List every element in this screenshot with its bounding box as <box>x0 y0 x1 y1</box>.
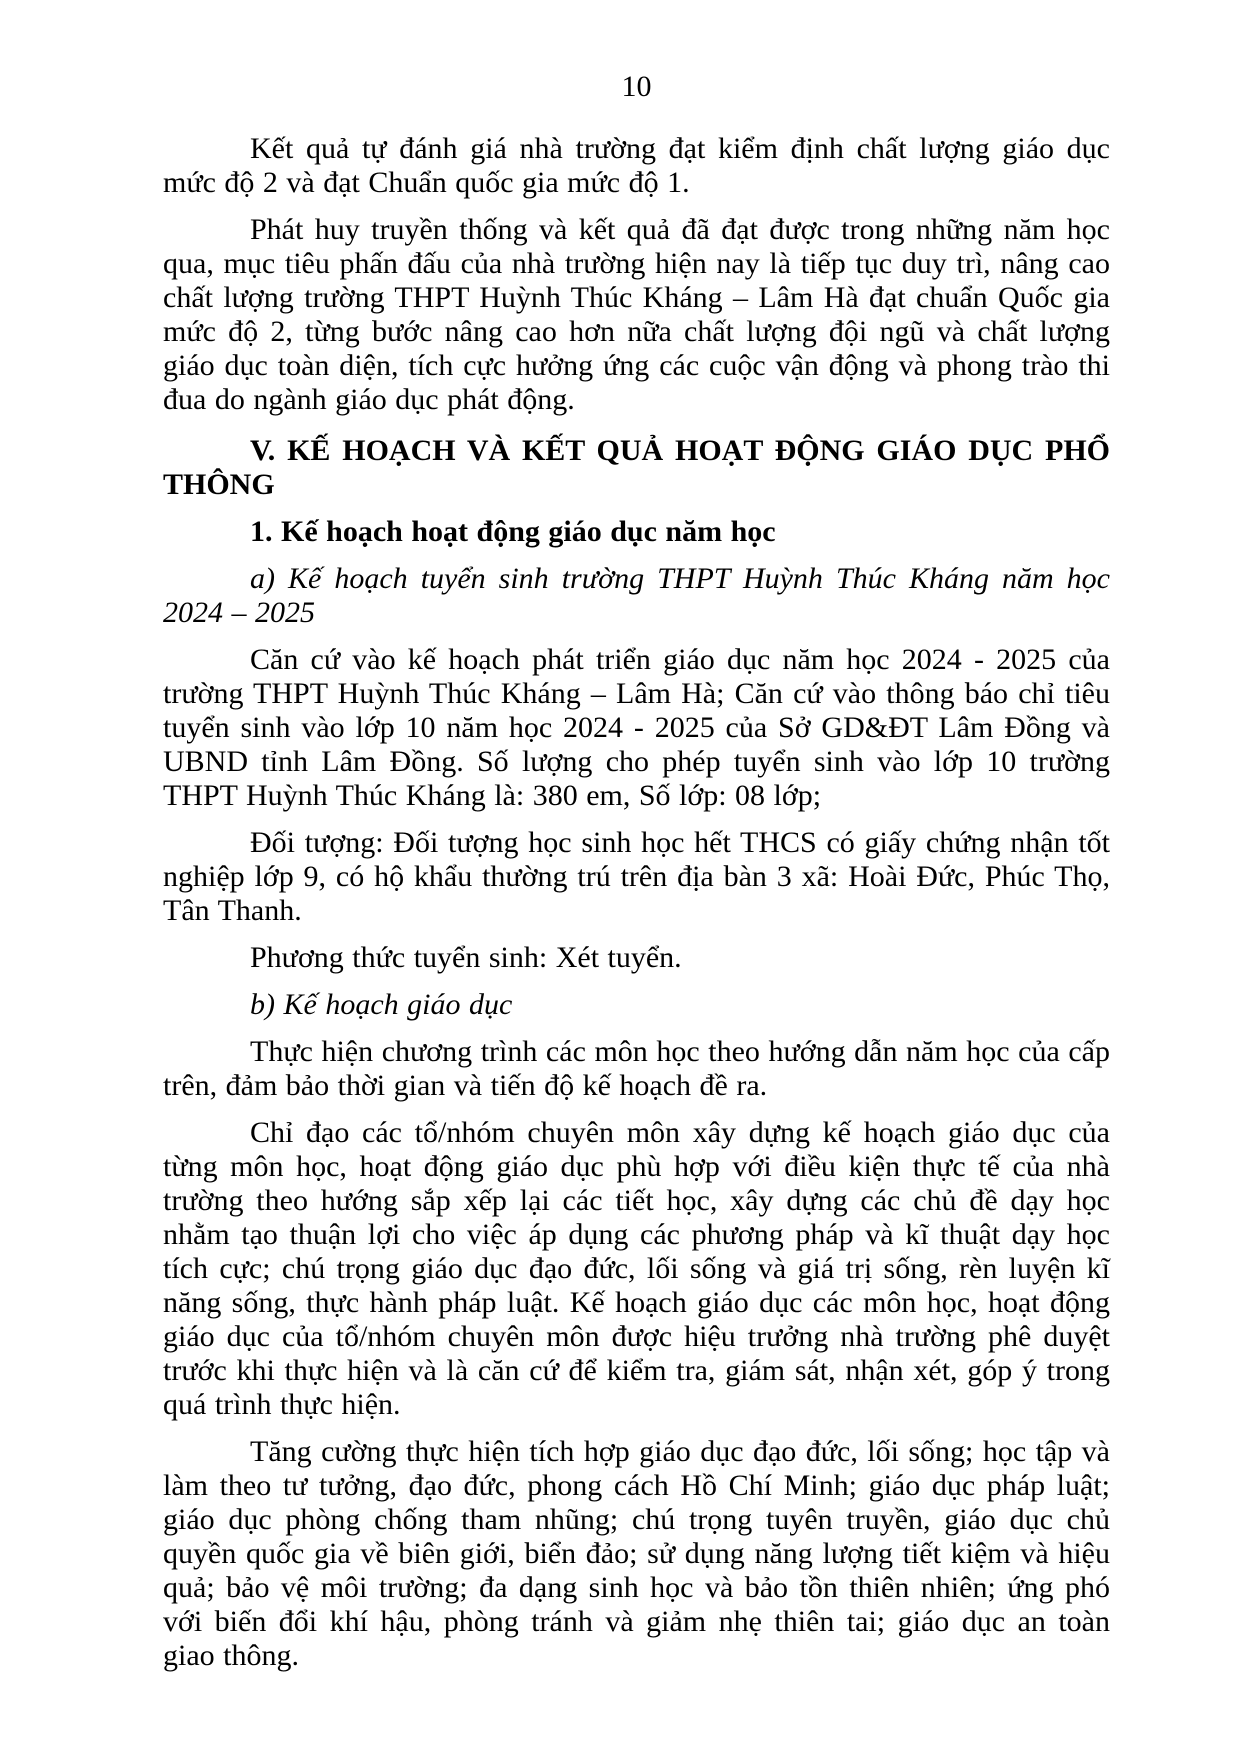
paragraph-subject-group-direction: Chỉ đạo các tổ/nhóm chuyên môn xây dựng kế hoạch giáo dục của từng môn học, hoạt động giáo dục phù hợp với điều kiện thực tế của nhà trường theo hướng sắp xếp lại các tiết học, xây dựng các chủ đề dạy học nhằm tạo thuận lợi cho việc áp dụng các phương pháp và kĩ thuật dạy học tích cực; chú trọng giáo dục đạo đức, lối sống và giá trị sống, rèn luyện kĩ năng sống, thực hành pháp luật. Kế hoạch giáo dục các môn học, hoạt động giáo dục của tổ/nhóm chuyên môn được hiệu trưởng nhà trường phê duyệt trước khi thực hiện và là căn cứ để kiểm tra, giám sát, nhận xét, góp ý trong quá trình thực hiện. <box>163 1116 1110 1421</box>
subsection-heading-1-year-plan: 1. Kế hoạch hoạt động giáo dục năm học <box>250 515 776 548</box>
paragraph-integrated-education: Tăng cường thực hiện tích hợp giáo dục đạo đức, lối sống; học tập và làm theo tư tưởng, đạo đức, phong cách Hồ Chí Minh; giáo dục pháp luật; giáo dục phòng chống tham nhũng; chú trọng tuyên truyền, giáo dục chủ quyền quốc gia về biên giới, biển đảo; sử dụng năng lượng tiết kiệm và hiệu quả; bảo vệ môi trường; đa dạng sinh học và bảo tồn thiên nhiên; ứng phó với biến đổi khí hậu, phòng tránh và giảm nhẹ thiên tai; giáo dục an toàn giao thông. <box>163 1435 1110 1672</box>
section-heading-v-education-plan-results: V. KẾ HOẠCH VÀ KẾT QUẢ HOẠT ĐỘNG GIÁO DỤC PHỔ THÔNG <box>163 434 1110 501</box>
subheading-a-enrollment-plan: a) Kế hoạch tuyển sinh trường THPT Huỳnh Thúc Kháng năm học 2024 – 2025 <box>163 562 1110 629</box>
paragraph-enrollment-method: Phương thức tuyển sinh: Xét tuyển. <box>250 941 682 974</box>
paragraph-tradition-goals: Phát huy truyền thống và kết quả đã đạt được trong những năm học qua, mục tiêu phấn đấu của nhà trường hiện nay là tiếp tục duy trì, nâng cao chất lượng trường THPT Huỳnh Thúc Kháng – Lâm Hà đạt chuẩn Quốc gia mức độ 2, từng bước nâng cao hơn nữa chất lượng đội ngũ và chất lượng giáo dục toàn diện, tích cực hưởng ứng các cuộc vận động và phong trào thi đua do ngành giáo dục phát động. <box>163 213 1110 416</box>
paragraph-enrollment-target: Đối tượng: Đối tượng học sinh học hết THCS có giấy chứng nhận tốt nghiệp lớp 9, có hộ khẩu thường trú trên địa bàn 3 xã: Hoài Đức, Phúc Thọ, Tân Thanh. <box>163 826 1110 927</box>
page-number: 10 <box>621 70 652 103</box>
paragraph-curriculum-implementation: Thực hiện chương trình các môn học theo hướng dẫn năm học của cấp trên, đảm bảo thời gian và tiến độ kế hoạch đề ra. <box>163 1035 1110 1102</box>
paragraph-enrollment-basis-quota: Căn cứ vào kế hoạch phát triển giáo dục năm học 2024 - 2025 của trường THPT Huỳnh Thúc Kháng – Lâm Hà; Căn cứ vào thông báo chỉ tiêu tuyển sinh vào lớp 10 năm học 2024 - 2025 của Sở GD&ĐT Lâm Đồng và UBND tỉnh Lâm Đồng. Số lượng cho phép tuyển sinh vào lớp 10 trường THPT Huỳnh Thúc Kháng là: 380 em, Số lớp: 08 lớp; <box>163 643 1110 812</box>
paragraph-self-assessment-result: Kết quả tự đánh giá nhà trường đạt kiểm định chất lượng giáo dục mức độ 2 và đạt Chuẩn quốc gia mức độ 1. <box>163 132 1110 199</box>
subheading-b-education-plan: b) Kế hoạch giáo dục <box>250 988 513 1021</box>
